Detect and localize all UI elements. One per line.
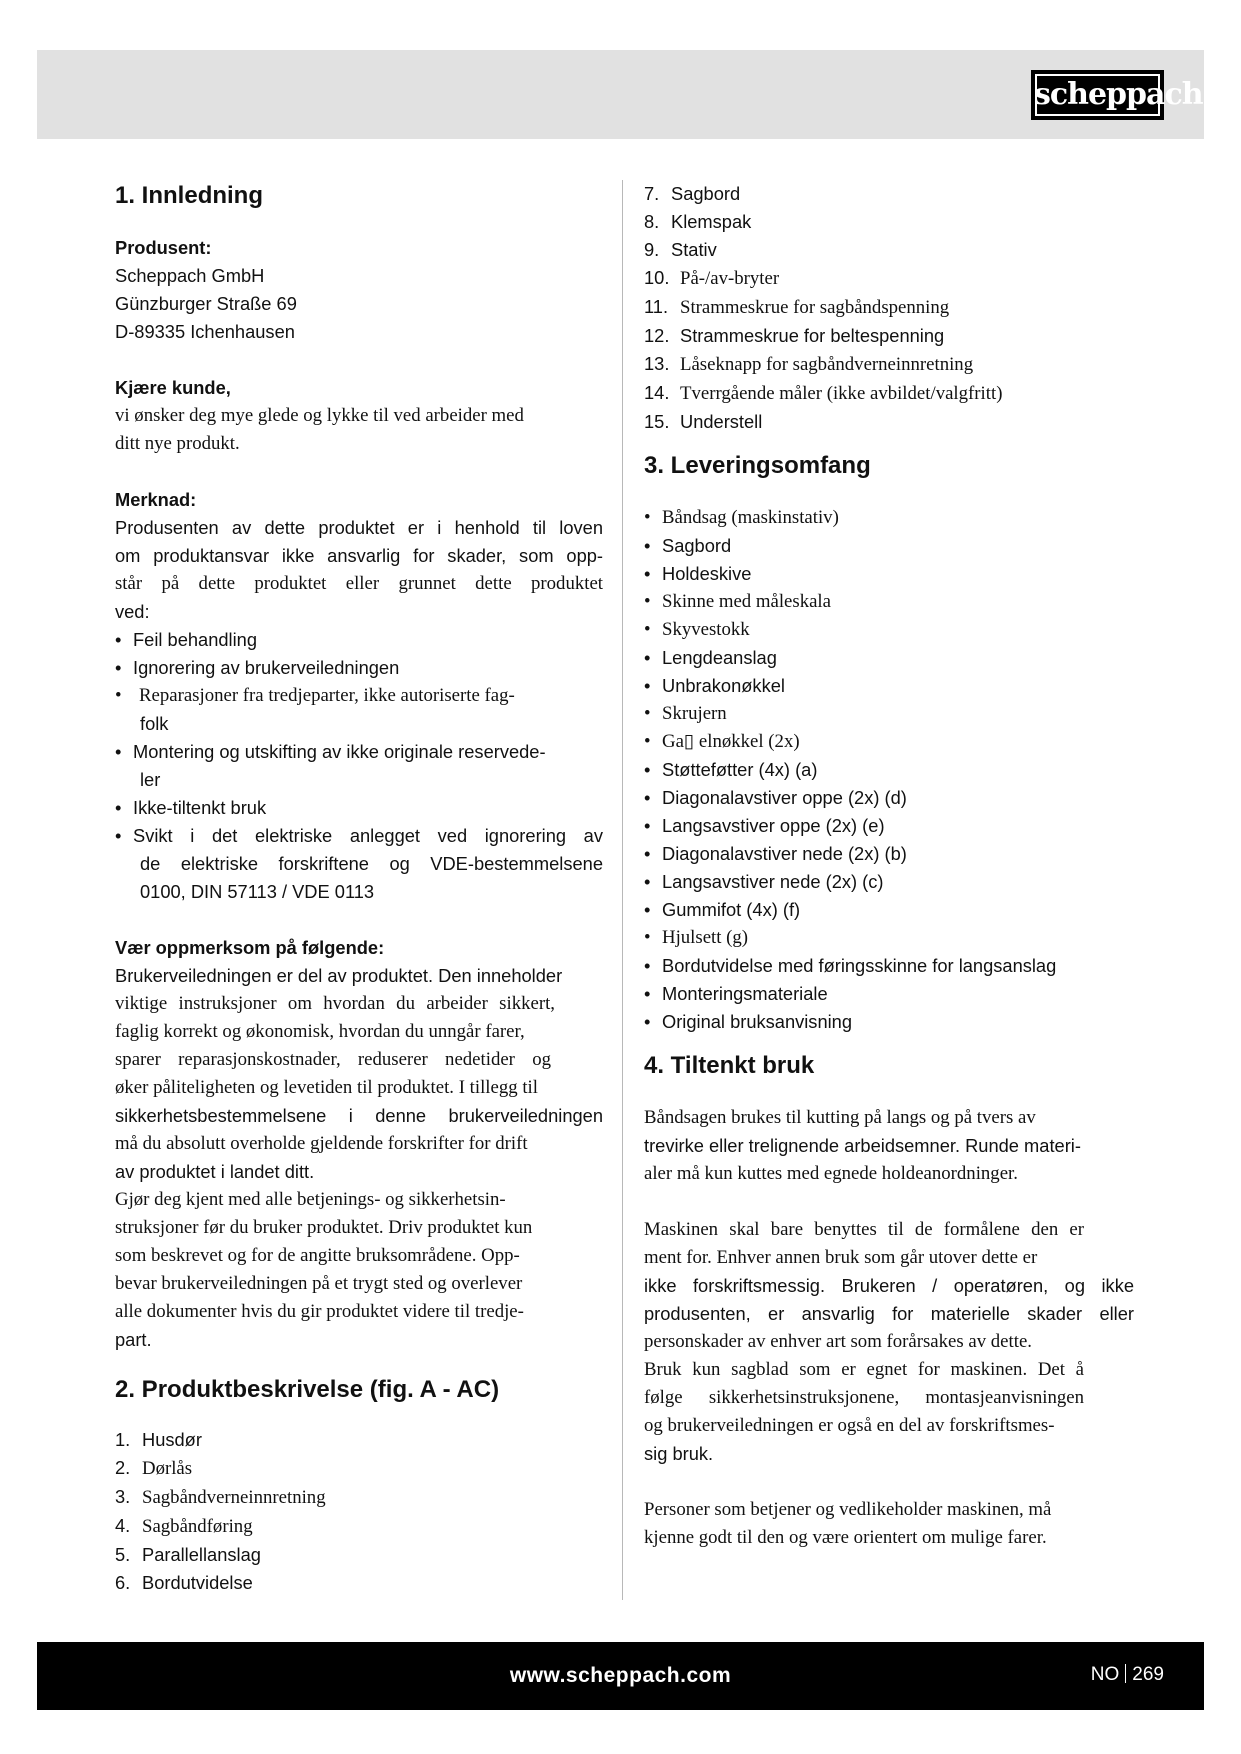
liability-bullet-cont: de elektriske forskriftene og VDE-bestemmelsene (140, 853, 603, 874)
language-code: NO (1090, 1664, 1120, 1685)
part-item: 11. Strammeskrue for sagbåndspenning (644, 296, 950, 318)
use-line: sig bruk. (644, 1443, 714, 1464)
attention-line: sikkerhetsbestemmelsene i denne brukerveiledningen (115, 1105, 603, 1126)
use-line: Bruk kun sagblad som er egnet for maskinen. Det å (644, 1359, 1084, 1380)
use-line: Båndsagen brukes til kutting på langs og på tvers av (644, 1107, 1036, 1128)
attention-line: struksjoner før du bruker produktet. Driv produktet kun (115, 1217, 533, 1238)
part-item: 15. Understell (644, 411, 763, 432)
delivery-item: • Lengdeanslag (644, 644, 1134, 672)
part-item: 2. Dørlås (115, 1457, 193, 1479)
producer-label: Produsent: (115, 237, 212, 258)
note-line: ved: (115, 601, 150, 622)
liability-bullet-cont: 0100, DIN 57113 / VDE 0113 (140, 881, 375, 902)
use-line: Maskinen skal bare benyttes til de formålene den er (644, 1219, 1084, 1240)
part-item: 5. Parallellanslag (115, 1544, 261, 1565)
dear-line: ditt nye produkt. (115, 433, 240, 454)
note-line: Produsenten av dette produktet er i henhold til loven (115, 517, 603, 538)
delivery-item: • Diagonalavstiver oppe (2x) (d) (644, 784, 1134, 812)
attention-line: sparer reparasjonskostnader, reduserer nedetider og (115, 1049, 551, 1070)
delivery-item: • Unbrakonøkkel (644, 672, 1134, 700)
producer-line: Scheppach GmbH (115, 265, 265, 286)
column-divider (622, 180, 623, 1600)
attention-line: viktige instruksjoner om hvordan du arbeider sikkert, (115, 993, 555, 1014)
delivery-item: • Skrujern (644, 700, 1134, 728)
part-item: 8. Klemspak (644, 211, 752, 232)
section-title-introduction: 1. Innledning (115, 182, 263, 209)
attention-line: av produktet i landet ditt. (115, 1161, 315, 1182)
part-item: 6. Bordutvidelse (115, 1572, 253, 1593)
part-item: 10. På-/av-bryter (644, 267, 780, 289)
liability-bullet: • Reparasjoner fra tredjeparter, ikke autoriserte fag- (115, 682, 603, 710)
note-label: Merknad: (115, 489, 197, 510)
liability-bullet: • Ignorering av brukerveiledningen (115, 654, 603, 682)
right-column (644, 180, 1134, 1552)
delivery-item: • Skinne med måleskala (644, 588, 1134, 616)
dear-line: vi ønsker deg mye glede og lykke til ved arbeider med (115, 405, 524, 426)
use-line: kjenne godt til den og være orientert om mulige farer. (644, 1527, 1047, 1548)
delivery-item: • Båndsag (maskinstativ) (644, 504, 1134, 532)
part-item: 7. Sagbord (644, 183, 741, 204)
delivery-item: • Holdeskive (644, 560, 1134, 588)
attention-line: Brukerveiledningen er del av produktet. Den inneholder (115, 965, 563, 986)
delivery-item: • Hjulsett (g) (644, 924, 1134, 952)
left-column (115, 180, 603, 1597)
attention-line: faglig korrekt og økonomisk, hvordan du unngår farer, (115, 1021, 525, 1042)
footer-band (37, 1642, 1204, 1710)
delivery-item: • Original bruksanvisning (644, 1008, 1134, 1036)
scheppach-logo: scheppach (1031, 70, 1164, 120)
delivery-item: • Langsavstiver nede (2x) (c) (644, 868, 1134, 896)
use-line: følge sikkerhetsinstruksjonene, montasjeanvisningen (644, 1387, 1084, 1408)
liability-bullet: • Montering og utskifting av ikke originale reservede- (115, 738, 603, 766)
footer-website: www.scheppach.com (509, 1664, 732, 1687)
liability-bullet: • Svikt i det elektriske anlegget ved ignorering av (115, 822, 603, 850)
attention-label: Vær oppmerksom på følgende: (115, 937, 385, 958)
section-title-delivery-scope: 3. Leveringsomfang (644, 452, 871, 479)
delivery-item: • Diagonalavstiver nede (2x) (b) (644, 840, 1134, 868)
attention-line: må du absolutt overholde gjeldende forskrifter for drift (115, 1133, 528, 1154)
part-item: 9. Stativ (644, 239, 717, 260)
delivery-item: • Skyvestokk (644, 616, 1134, 644)
delivery-item: • Ga▯ elnøkkel (2x) (644, 728, 1134, 756)
delivery-item: • Gummifot (4x) (f) (644, 896, 1134, 924)
page-number-value: 269 (1132, 1664, 1164, 1685)
use-line: ikke forskriftsmessig. Brukeren / operatøren, og ikke (644, 1275, 1134, 1296)
use-line: og brukerveiledningen er også en del av forskriftsmes- (644, 1415, 1055, 1436)
attention-line: øker påliteligheten og levetiden til produktet. I tillegg til (115, 1077, 538, 1098)
liability-bullet: • Ikke-tiltenkt bruk (115, 794, 603, 822)
use-line: produsenten, er ansvarlig for materielle skader eller (644, 1303, 1134, 1324)
use-line: aler må kun kuttes med egnede holdeanordninger. (644, 1163, 1018, 1184)
producer-line: Günzburger Straße 69 (115, 293, 297, 314)
liability-bullet: • Feil behandling (115, 626, 603, 654)
part-item: 1. Husdør (115, 1429, 202, 1450)
liability-bullet-cont: folk (140, 713, 169, 734)
separator-bar (1125, 1664, 1126, 1683)
attention-line: Gjør deg kjent med alle betjenings- og sikkerhetsin- (115, 1189, 506, 1210)
page-number (1091, 1664, 1164, 1686)
delivery-item: • Støtteføtter (4x) (a) (644, 756, 1134, 784)
part-item: 12. Strammeskrue for beltespenning (644, 325, 945, 346)
producer-line: D-89335 Ichenhausen (115, 321, 295, 342)
header-band (37, 50, 1204, 139)
note-line: står på dette produktet eller grunnet dette produktet (115, 573, 603, 594)
attention-line: bevar brukerveiledningen på et trygt sted og overlever (115, 1273, 523, 1294)
attention-line: alle dokumenter hvis du gir produktet videre til tredje- (115, 1301, 524, 1322)
liability-bullet-cont: ler (140, 769, 161, 790)
delivery-item: • Bordutvidelse med føringsskinne for langsanslag (644, 952, 1134, 980)
part-item: 13. Låseknapp for sagbåndverneinnretning (644, 353, 974, 375)
part-item: 3. Sagbåndverneinnretning (115, 1486, 326, 1508)
attention-line: som beskrevet og for de angitte bruksområdene. Opp- (115, 1245, 520, 1266)
note-line: om produktansvar ikke ansvarlig for skader, som opp- (115, 545, 603, 566)
part-item: 14. Tverrgående måler (ikke avbildet/valgfritt) (644, 382, 1003, 404)
delivery-item: • Sagbord (644, 532, 1134, 560)
dear-customer-label: Kjære kunde, (115, 377, 231, 398)
delivery-item: • Langsavstiver oppe (2x) (e) (644, 812, 1134, 840)
attention-line: part. (115, 1329, 152, 1350)
part-item: 4. Sagbåndføring (115, 1515, 253, 1537)
use-line: Personer som betjener og vedlikeholder maskinen, må (644, 1499, 1052, 1520)
section-title-product-description: 2. Produktbeskrivelse (fig. A - AC) (115, 1376, 500, 1403)
delivery-item: • Monteringsmateriale (644, 980, 1134, 1008)
section-title-intended-use: 4. Tiltenkt bruk (644, 1052, 815, 1079)
use-line: personskader av enhver art som forårsakes av dette. (644, 1331, 1032, 1352)
use-line: trevirke eller trelignende arbeidsemner. Runde materi- (644, 1135, 1081, 1156)
use-line: ment for. Enhver annen bruk som går utover dette er (644, 1247, 1038, 1268)
